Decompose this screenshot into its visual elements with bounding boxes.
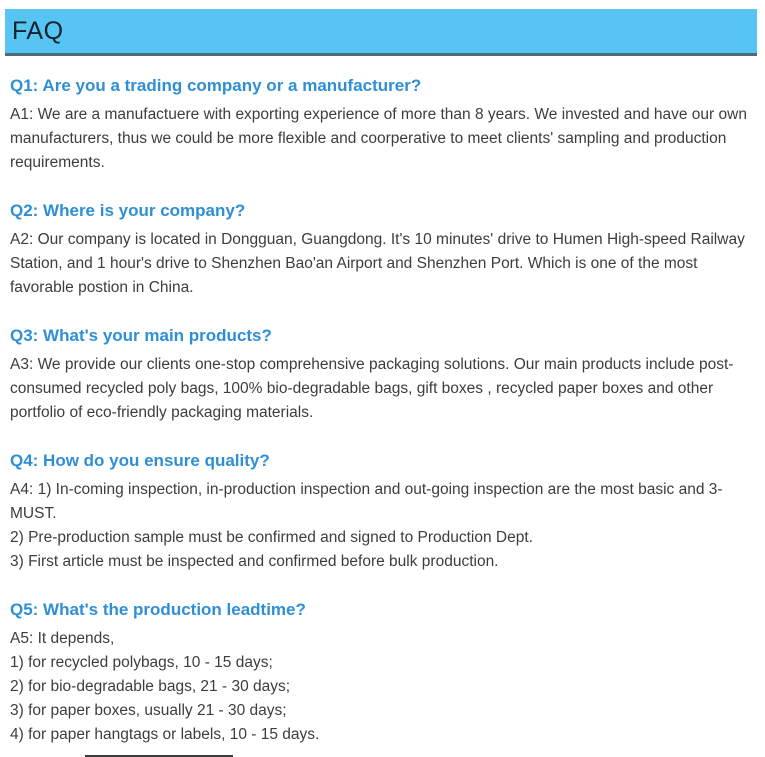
- faq-item-5: [10, 600, 753, 747]
- faq-answer-2: [10, 228, 753, 300]
- faq-question-2: Q2: Where is your company?: [10, 201, 246, 220]
- faq-item-3: [10, 326, 753, 425]
- faq-answer-1: [10, 103, 753, 175]
- faq-question-4: Q4: How do you ensure quality?: [10, 451, 270, 470]
- faq-answer-4: [10, 478, 753, 574]
- answer-line: 4) for paper hangtags or labels, 10 - 15 days.: [10, 726, 320, 743]
- faq-section-title: FAQ: [12, 16, 64, 45]
- answer-line: A4: 1) In-coming inspection, in-production inspection and out-going inspection are the most basic and 3-MUST.: [10, 481, 723, 522]
- faq-item-2: [10, 201, 753, 300]
- faq-question-3: Q3: What's your main products?: [10, 326, 272, 345]
- faq-item-4: [10, 451, 753, 574]
- answer-line: 3) First article must be inspected and confirmed before bulk production.: [10, 553, 499, 570]
- faq-section-header: [5, 9, 757, 56]
- answer-line: A5: It depends,: [10, 630, 115, 647]
- answer-line: A2: Our company is located in Dongguan, Guangdong. It's 10 minutes' drive to Humen High-speed Railway Station, and 1 hour's drive to Shenzhen Bao'an Airport and Shenzhen Port. Which is one of the most favorable postion in China.: [10, 231, 745, 296]
- faq-question-1: Q1: Are you a trading company or a manufacturer?: [10, 76, 422, 95]
- answer-line: 2) Pre-production sample must be confirmed and signed to Production Dept.: [10, 529, 533, 546]
- faq-answer-5: [10, 627, 753, 747]
- answer-line: 2) for bio-degradable bags, 21 - 30 days;: [10, 678, 291, 695]
- faq-item-1: [10, 76, 753, 175]
- answer-line: A1: We are a manufactuere with exporting experience of more than 8 years. We invested and have our own manufacturers, thus we could be more flexible and coorperative to meet clients' sampling and production requirements.: [10, 106, 747, 171]
- answer-line: 1) for recycled polybags, 10 - 15 days;: [10, 654, 273, 671]
- faq-content: [0, 76, 765, 747]
- faq-answer-3: [10, 353, 753, 425]
- faq-question-5: Q5: What's the production leadtime?: [10, 600, 306, 619]
- answer-line: A3: We provide our clients one-stop comprehensive packaging solutions. Our main products include post-consumed recycled poly bags, 100% bio-degradable bags, gift boxes , recycled paper boxes and other portfolio of eco-friendly packaging materials.: [10, 356, 734, 421]
- answer-line: 3) for paper boxes, usually 21 - 30 days;: [10, 702, 287, 719]
